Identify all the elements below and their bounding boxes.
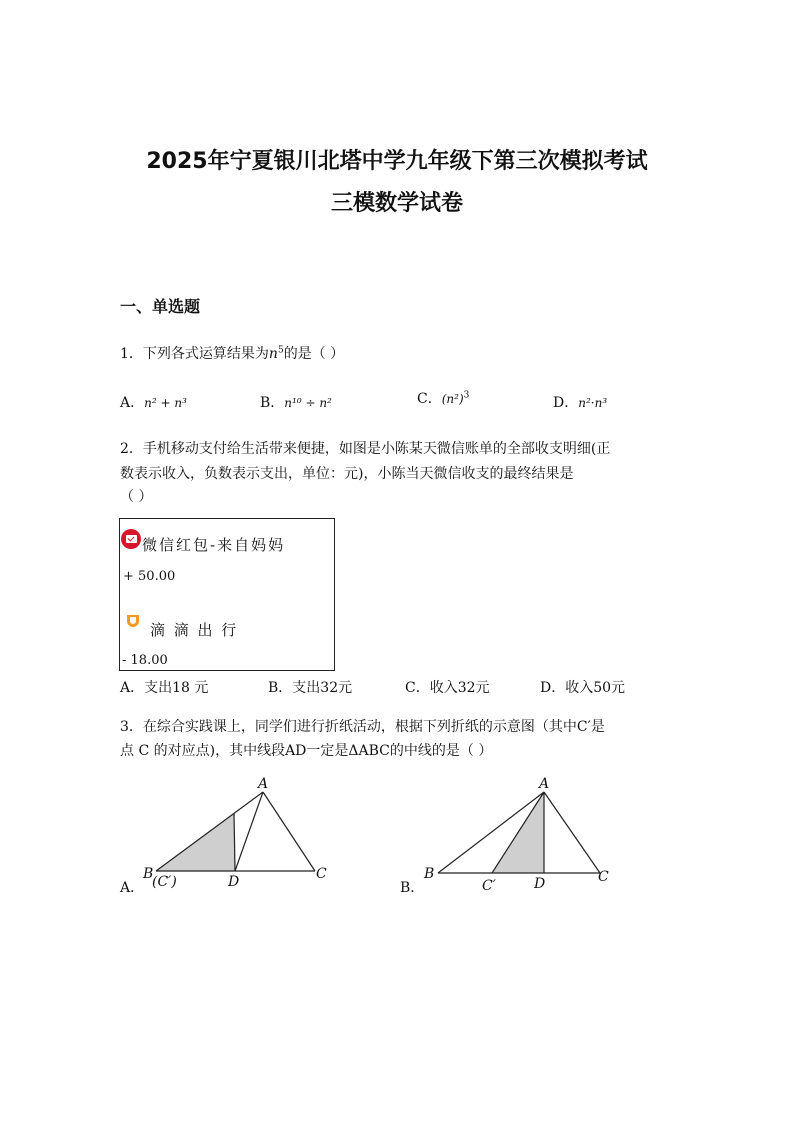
q1-option-c[interactable]: C．$(n^2)^3$ (417, 390, 470, 407)
q3-option-a-label[interactable]: A． (120, 880, 145, 896)
q2-option-d[interactable]: D．收入50元 (540, 680, 626, 696)
label-D: D (228, 874, 240, 890)
label-B: B (424, 866, 435, 882)
q2-option-a[interactable]: A．支出18 元 (120, 680, 209, 696)
bill-item-red-packet: 微信红包-来自妈妈 (142, 536, 286, 554)
label-C: C (598, 869, 609, 885)
didi-logo-icon (127, 615, 139, 627)
label-B: B (143, 866, 154, 882)
section-heading: 一、单选题 (120, 297, 201, 316)
q2-stem-line1: 2．手机移动支付给生活带来便捷，如图是小陈某天微信账单的全部收支明细(正 (120, 441, 611, 457)
bill-item-didi: 滴 滴 出 行 (150, 621, 239, 639)
wechat-bill (119, 518, 335, 671)
bill-amount-income: + 50.00 (123, 569, 176, 584)
q3-stem-line1: 3．在综合实践课上，同学们进行折纸活动，根据下列折纸的示意图（其中C′是 (120, 719, 605, 735)
q3-figure-b[interactable] (420, 772, 620, 897)
exam-title-line2: 三模数学试卷 (330, 191, 463, 216)
label-C-prime: (C′) (152, 874, 177, 890)
q1-option-d[interactable]: D．n²·n³ (553, 395, 608, 411)
q2-stem-line2: 数表示收入，负数表示支出，单位：元)，小陈当天微信收支的最终结果是 (120, 466, 574, 482)
q2-option-c[interactable]: C．收入32元 (405, 680, 490, 696)
q3-figure-a[interactable] (140, 772, 340, 897)
label-A: A (258, 776, 269, 792)
label-C: C (316, 866, 327, 882)
exam-title-line1: 2025年宁夏银川北塔中学九年级下第三次模拟考试 (146, 149, 648, 174)
red-envelope-icon (121, 529, 141, 549)
q3-option-b-label[interactable]: B． (400, 880, 425, 896)
label-A: A (539, 776, 550, 792)
label-C-prime: C′ (482, 878, 496, 894)
q1-option-a[interactable]: A．n² + n³ (120, 395, 187, 411)
q3-stem-line2: 点 C 的对应点)，其中线段AD一定是ΔABC的中线的是（ ） (120, 743, 493, 759)
q2-option-b[interactable]: B．支出32元 (268, 680, 353, 696)
label-D: D (534, 876, 546, 892)
q1-option-b[interactable]: B．n¹⁰ ÷ n² (260, 395, 332, 411)
bill-amount-expense: - 18.00 (122, 653, 168, 668)
q1-stem: 1．下列各式运算结果为$n^5$的是（ ） (120, 345, 345, 362)
q2-stem-line3: （ ） (120, 489, 153, 505)
